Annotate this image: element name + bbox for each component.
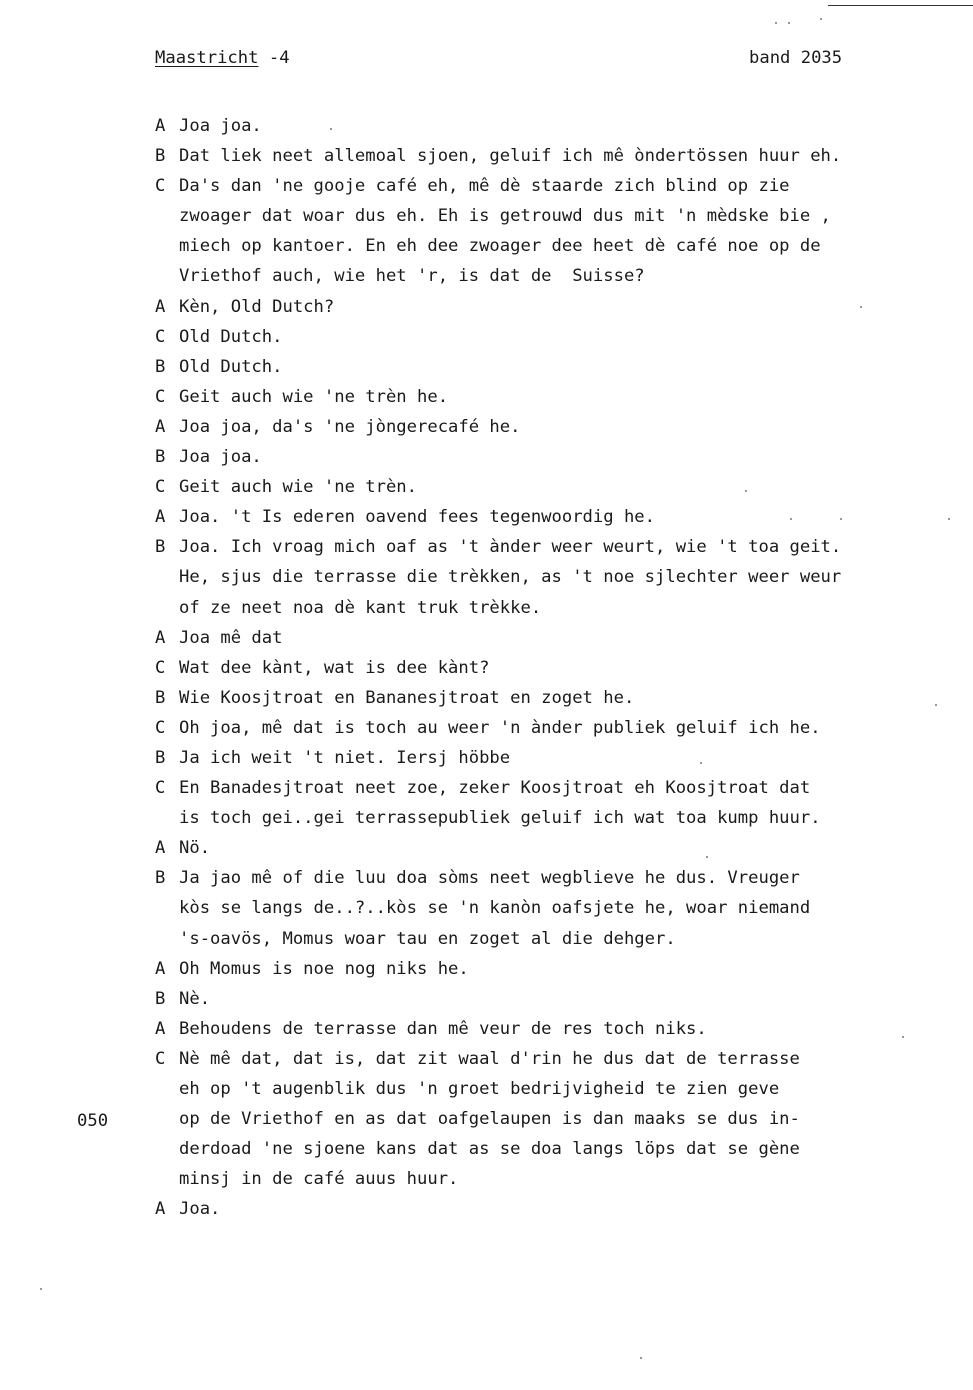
scan-speck — [788, 22, 790, 24]
utterance-text: Kèn, Old Dutch? — [179, 296, 335, 317]
utterance-text: Ja ich weit 't niet. Iersj höbbe — [179, 747, 511, 768]
speaker-label — [155, 1074, 179, 1104]
utterance-text: Joa joa. — [179, 116, 262, 136]
speaker-label: B — [155, 356, 166, 377]
transcript-line — [155, 743, 973, 773]
utterance-text: Old Dutch. — [179, 356, 283, 377]
scan-speck — [840, 518, 842, 520]
transcript — [155, 111, 973, 1224]
utterance-text: Joa mê dat — [179, 627, 283, 648]
speaker-label — [155, 1134, 179, 1164]
speaker-label: C — [155, 717, 166, 738]
transcript-line — [155, 773, 973, 803]
transcript-line — [155, 111, 973, 141]
transcript-continuation-line — [155, 231, 973, 261]
utterance-text: Old Dutch. — [179, 326, 283, 347]
utterance-text: Geit auch wie 'ne trèn he. — [179, 386, 449, 407]
speaker-label: C — [155, 176, 166, 197]
speaker-label: A — [155, 627, 166, 648]
top-rule — [828, 5, 973, 6]
transcript-line — [155, 442, 973, 472]
scan-speck — [790, 518, 792, 520]
utterance-text: is toch gei..gei terrassepubliek geluif ich wat toa kump huur. — [179, 808, 821, 829]
transcript-line — [155, 382, 973, 412]
transcript-line — [155, 532, 973, 562]
utterance-text: of ze neet noa dè kant truk trèkke. — [179, 597, 542, 618]
utterance-text: Da's dan 'ne gooje café eh, mê dè staarde zich blind op zie — [179, 176, 790, 197]
speaker-label: C — [155, 326, 166, 347]
transcript-continuation-line — [155, 562, 973, 592]
speaker-label: A — [155, 1199, 166, 1220]
utterance-text: derdoad 'ne sjoene kans dat as se doa langs löps dat se gène — [179, 1139, 800, 1160]
speaker-label: B — [155, 537, 166, 558]
utterance-text: Ja jao mê of die luu doa sòms neet wegblieve he dus. Vreuger — [179, 868, 800, 889]
transcript-line — [155, 292, 973, 322]
speaker-label — [155, 201, 179, 231]
speaker-label: B — [155, 687, 166, 708]
utterance-text: Nè. — [179, 988, 211, 1009]
scan-speck — [775, 22, 777, 24]
utterance-text: Joa joa. — [179, 447, 262, 468]
transcript-line — [155, 1044, 973, 1074]
transcript-continuation-line — [155, 1164, 973, 1194]
page-header-left — [155, 48, 290, 68]
speaker-label: C — [155, 477, 166, 498]
transcript-line — [155, 141, 973, 171]
speaker-label: A — [155, 116, 166, 136]
scan-speck — [935, 704, 937, 706]
speaker-label: A — [155, 958, 166, 979]
speaker-label: B — [155, 868, 166, 889]
margin-counter: 050 — [77, 1111, 109, 1131]
utterance-text: Geit auch wie 'ne trèn. — [179, 477, 417, 498]
utterance-text: Wat dee kànt, wat is dee kànt? — [179, 657, 490, 678]
utterance-text: eh op 't augenblik dus 'n groet bedrijvigheid te zien geve — [179, 1079, 780, 1099]
speaker-label: C — [155, 1048, 166, 1069]
transcript-line — [155, 863, 973, 893]
transcript-continuation-line — [155, 1104, 973, 1134]
speaker-label: A — [155, 838, 166, 859]
utterance-text: Joa. — [179, 1199, 221, 1220]
speaker-label — [155, 562, 179, 592]
transcript-line — [155, 472, 973, 502]
transcript-line — [155, 683, 973, 713]
speaker-label: A — [155, 507, 166, 528]
speaker-label — [155, 261, 179, 291]
transcript-continuation-line — [155, 593, 973, 623]
speaker-label: C — [155, 386, 166, 407]
speaker-label — [155, 1104, 179, 1134]
transcript-continuation-line — [155, 924, 973, 954]
scan-speck — [820, 18, 822, 20]
speaker-label: B — [155, 988, 166, 1009]
transcript-line — [155, 713, 973, 743]
utterance-text: Vriethof auch, wie het 'r, is dat de Suisse? — [179, 266, 645, 287]
header-band: band 2035 — [749, 48, 843, 68]
utterance-text: Joa joa, da's 'ne jòngerecafé he. — [179, 416, 521, 437]
transcript-line — [155, 352, 973, 382]
transcript-continuation-line — [155, 261, 973, 291]
utterance-text: miech op kantoer. En eh dee zwoager dee heet dè café noe op de — [179, 236, 821, 257]
header-place: Maastricht — [155, 48, 259, 68]
transcript-line — [155, 954, 973, 984]
utterance-text: Nö. — [179, 838, 211, 859]
transcript-continuation-line — [155, 201, 973, 231]
speaker-label: B — [155, 146, 166, 167]
scan-speck — [700, 762, 702, 764]
speaker-label — [155, 231, 179, 261]
transcript-line — [155, 1194, 973, 1224]
transcript-line — [155, 1014, 973, 1044]
utterance-text: He, sjus die terrasse die trèkken, as 't noe sjlechter weer weur — [179, 567, 842, 588]
utterance-text: Nè mê dat, dat is, dat zit waal d'rin he dus dat de terrasse — [179, 1048, 800, 1069]
utterance-text: op de Vriethof en as dat oafgelaupen is dan maaks se dus in- — [179, 1109, 800, 1130]
utterance-text: 's-oavös, Momus woar tau en zoget al die dehger. — [179, 928, 676, 949]
utterance-text: Joa. Ich vroag mich oaf as 't ànder weer weurt, wie 't toa geit. — [179, 537, 842, 558]
speaker-label — [155, 803, 179, 833]
transcript-continuation-line — [155, 1074, 973, 1104]
transcript-line — [155, 502, 973, 532]
utterance-text: kòs se langs de..?..kòs se 'n kanòn oafsjete he, woar niemand — [179, 898, 811, 919]
scan-speck — [706, 856, 708, 858]
utterance-text: Dat liek neet allemoal sjoen, geluif ich mê òndertössen huur eh. — [179, 146, 842, 167]
utterance-text: Oh joa, mê dat is toch au weer 'n ànder publiek geluif ich he. — [179, 717, 821, 738]
scan-speck — [745, 490, 747, 492]
utterance-text: minsj in de café auus huur. — [179, 1169, 459, 1190]
speaker-label — [155, 1164, 179, 1194]
scan-speck — [330, 128, 332, 130]
transcript-line — [155, 623, 973, 653]
speaker-label: C — [155, 657, 166, 678]
utterance-text: En Banadesjtroat neet zoe, zeker Koosjtroat eh Koosjtroat dat — [179, 778, 811, 799]
transcript-line — [155, 833, 973, 863]
transcript-line — [155, 984, 973, 1014]
scan-speck — [902, 1036, 904, 1038]
scan-speck — [948, 518, 950, 520]
speaker-label: A — [155, 1018, 166, 1039]
speaker-label — [155, 924, 179, 954]
scan-speck — [40, 1288, 42, 1290]
transcript-line — [155, 653, 973, 683]
speaker-label: C — [155, 778, 166, 799]
speaker-label — [155, 893, 179, 923]
speaker-label: A — [155, 416, 166, 437]
scan-speck — [860, 306, 862, 308]
utterance-text: zwoager dat woar dus eh. Eh is getrouwd dus mit 'n mèdske bie , — [179, 206, 831, 227]
speaker-label: A — [155, 296, 166, 317]
speaker-label: B — [155, 747, 166, 768]
transcript-line — [155, 171, 973, 201]
transcript-continuation-line — [155, 803, 973, 833]
transcript-continuation-line — [155, 1134, 973, 1164]
utterance-text: Joa. 't Is ederen oavend fees tegenwoordig he. — [179, 507, 655, 528]
scan-speck — [640, 1357, 642, 1359]
utterance-text: Behoudens de terrasse dan mê veur de res toch niks. — [179, 1018, 707, 1039]
transcript-continuation-line — [155, 893, 973, 923]
speaker-label — [155, 593, 179, 623]
speaker-label: B — [155, 447, 166, 468]
utterance-text: Wie Koosjtroat en Bananesjtroat en zoget he. — [179, 687, 635, 708]
header-page-number: -4 — [268, 48, 290, 68]
utterance-text: Oh Momus is noe nog niks he. — [179, 958, 469, 979]
transcript-line — [155, 322, 973, 352]
transcript-line — [155, 412, 973, 442]
